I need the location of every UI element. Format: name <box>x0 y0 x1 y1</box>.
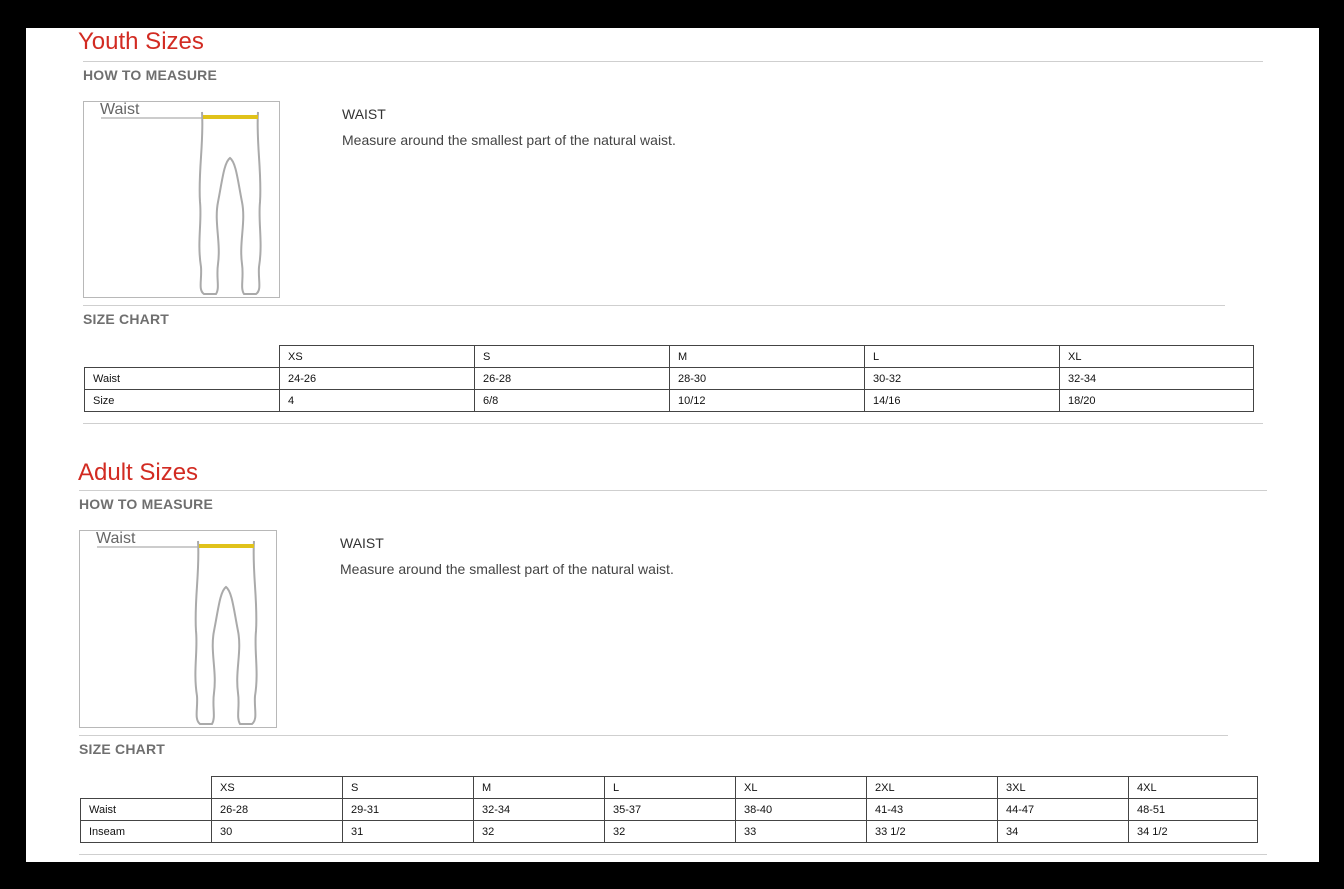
table-cell: 10/12 <box>670 390 865 412</box>
size-header: 3XL <box>998 777 1129 799</box>
size-header: M <box>474 777 605 799</box>
divider <box>79 854 1267 855</box>
table-cell: 31 <box>343 821 474 843</box>
table-cell: 26-28 <box>475 368 670 390</box>
size-header: M <box>670 346 865 368</box>
table-cell: 29-31 <box>343 799 474 821</box>
table-cell: 33 <box>736 821 867 843</box>
table-cell: 14/16 <box>865 390 1060 412</box>
how-to-measure-heading: HOW TO MEASURE <box>83 67 217 83</box>
figure-waist-label: Waist <box>96 530 136 547</box>
table-cell: 48-51 <box>1129 799 1258 821</box>
adult-title: Adult Sizes <box>78 459 199 486</box>
table-cell: 35-37 <box>605 799 736 821</box>
how-to-measure-heading: HOW TO MEASURE <box>79 496 213 512</box>
table-cell: 34 1/2 <box>1129 821 1258 843</box>
figure-waist-label: Waist <box>100 101 140 118</box>
size-header: XS <box>212 777 343 799</box>
table-cell: 33 1/2 <box>867 821 998 843</box>
measure-description: Measure around the smallest part of the natural waist. <box>342 132 676 148</box>
size-chart-heading: SIZE CHART <box>83 311 169 327</box>
size-header: XL <box>1060 346 1254 368</box>
table-cell: 6/8 <box>475 390 670 412</box>
size-header: XL <box>736 777 867 799</box>
table-cell: 18/20 <box>1060 390 1254 412</box>
divider <box>83 305 1225 306</box>
table-cell: 28-30 <box>670 368 865 390</box>
table-row <box>81 821 1258 843</box>
table-cell: 32 <box>474 821 605 843</box>
table-cell: 4 <box>280 390 475 412</box>
size-header: 2XL <box>867 777 998 799</box>
table-row <box>81 799 1258 821</box>
divider <box>83 61 1263 62</box>
size-header: S <box>475 346 670 368</box>
youth-title: Youth Sizes <box>78 28 204 55</box>
table-cell: 32 <box>605 821 736 843</box>
size-chart-heading: SIZE CHART <box>79 741 165 757</box>
table-row <box>85 368 1254 390</box>
divider <box>83 423 1263 424</box>
row-label: Inseam <box>81 821 212 843</box>
size-header: S <box>343 777 474 799</box>
table-header-row <box>85 346 1254 368</box>
legs-outline-icon <box>84 102 281 299</box>
size-header: L <box>605 777 736 799</box>
table-cell: 38-40 <box>736 799 867 821</box>
divider <box>79 735 1228 736</box>
waist-figure <box>79 530 277 728</box>
table-cell: 32-34 <box>474 799 605 821</box>
size-header: XS <box>280 346 475 368</box>
row-label: Waist <box>85 368 280 390</box>
size-header: L <box>865 346 1060 368</box>
row-label: Waist <box>81 799 212 821</box>
table-row <box>85 390 1254 412</box>
youth-size-table <box>84 345 1254 412</box>
table-cell: 34 <box>998 821 1129 843</box>
measure-title: WAIST <box>342 106 386 122</box>
measure-description: Measure around the smallest part of the natural waist. <box>340 561 674 577</box>
measure-title: WAIST <box>340 535 384 551</box>
table-corner <box>85 346 280 368</box>
table-cell: 30-32 <box>865 368 1060 390</box>
row-label: Size <box>85 390 280 412</box>
table-cell: 32-34 <box>1060 368 1254 390</box>
size-guide-page <box>26 28 1319 862</box>
table-cell: 44-47 <box>998 799 1129 821</box>
divider <box>79 490 1267 491</box>
waist-figure <box>83 101 280 298</box>
table-corner <box>81 777 212 799</box>
table-cell: 30 <box>212 821 343 843</box>
adult-size-table <box>80 776 1258 843</box>
table-cell: 24-26 <box>280 368 475 390</box>
legs-outline-icon <box>80 531 278 729</box>
table-cell: 41-43 <box>867 799 998 821</box>
size-header: 4XL <box>1129 777 1258 799</box>
table-header-row <box>81 777 1258 799</box>
table-cell: 26-28 <box>212 799 343 821</box>
